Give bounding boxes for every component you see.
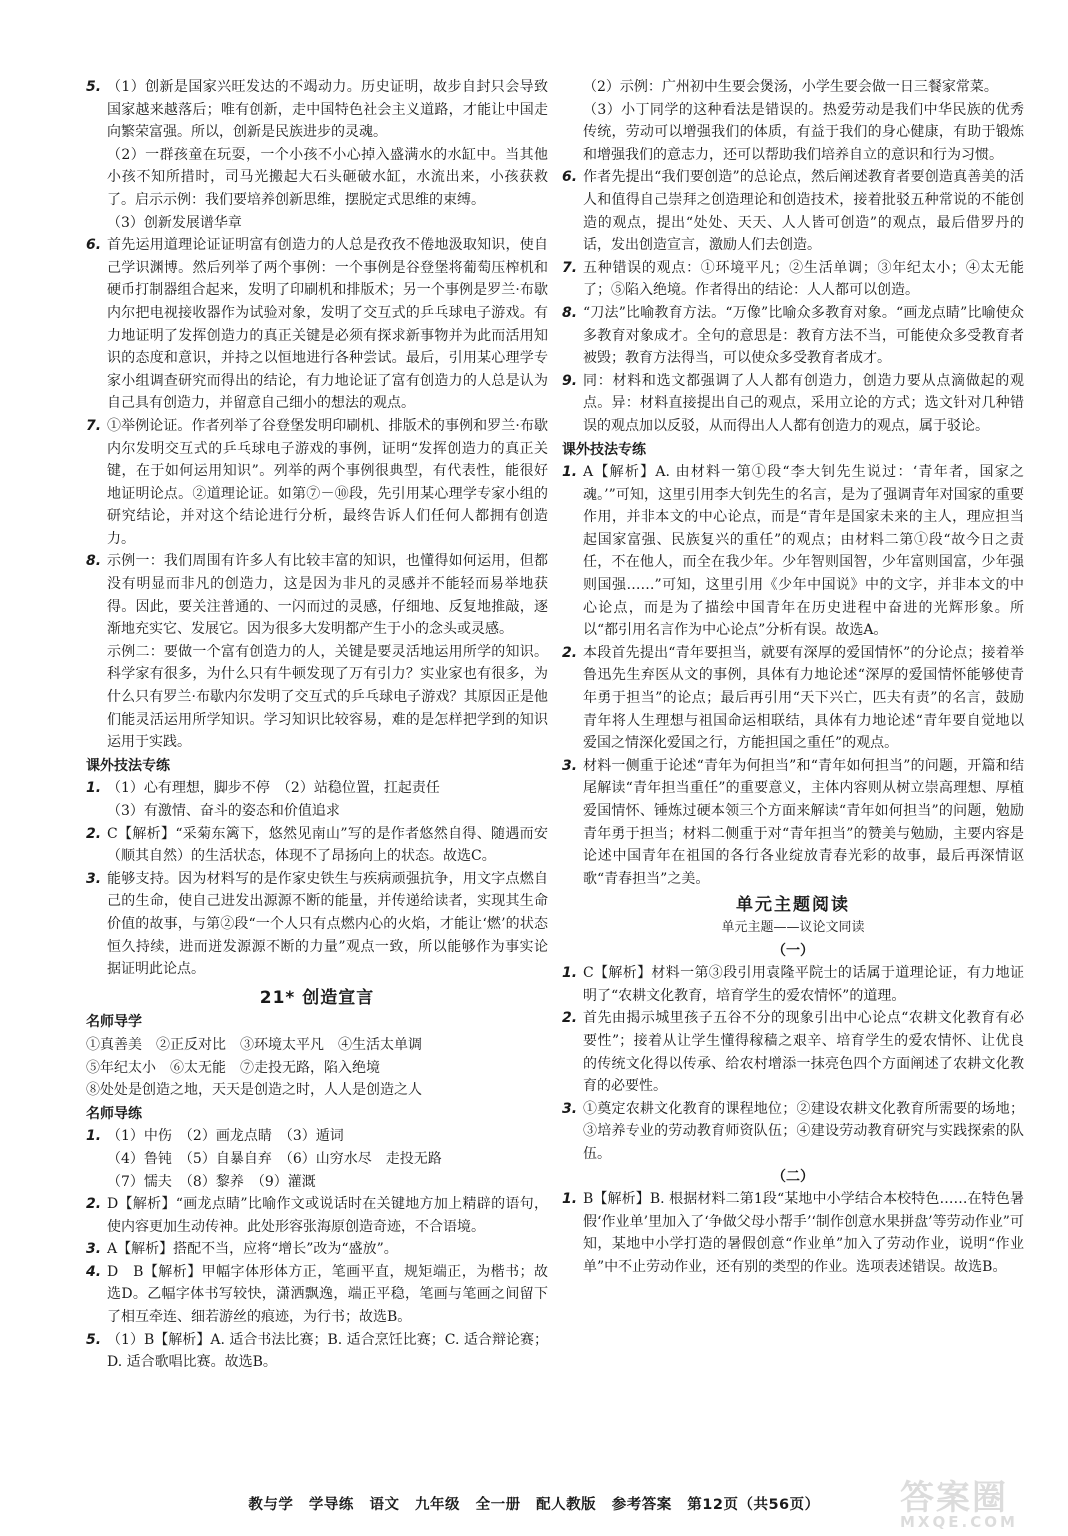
- footer-grade: 九年级: [415, 1497, 461, 1513]
- answer-item: [86, 1125, 548, 1193]
- right-answers-part-4: [562, 1188, 1024, 1278]
- part-two-heading: （二）: [772, 1168, 814, 1185]
- answer-number: 5.: [86, 1331, 102, 1348]
- answer-text: [107, 1193, 548, 1238]
- answer-paragraph: （1）B【解析】A. 适合书法比赛；B. 适合烹饪比赛；C. 适合辩论赛；D. 适合歌唱比赛。故选B。: [107, 1331, 548, 1371]
- right-answers-part-1: [562, 166, 1024, 437]
- answer-text: [107, 76, 548, 234]
- section-heading-extra-practice-right: 课外技法专练: [562, 441, 646, 458]
- answer-item: [562, 755, 1024, 891]
- answer-paragraph: 本段首先提出“青年要担当，就要有深厚的爱国情怀”的分论点；接着举鲁迅先生弃医从文的事例，具体有力地论述“深厚的爱国情怀能够使青年勇于担当”的论点；最后再引用“天下兴亡，匹夫有责”的名言，鼓励青年将人生理想与祖国命运相联结，具体有力地论述“青年要自觉地以爱国之情深化爱国之行，方能担国之重任”的观点。: [583, 644, 1024, 752]
- answer-item: [562, 1007, 1024, 1097]
- answer-item: [86, 777, 548, 822]
- footer-series: 学导练: [308, 1497, 354, 1513]
- answer-paragraph: D B【解析】甲幅字体形体方正，笔画平直，规矩端正，为楷书；故选D。乙幅字体书写较快，潇洒飘逸，端正平稳，笔画与笔画之间留下了相互牵连、细若游丝的痕迹，为行书；故选B。: [107, 1263, 548, 1326]
- lesson-title: 21* 创造宣言: [259, 987, 375, 1008]
- answer-number: 1.: [562, 464, 578, 481]
- answer-item: [562, 166, 1024, 256]
- answer-text: [583, 962, 1024, 1007]
- answer-text: [107, 1238, 548, 1261]
- answer-text: [107, 1329, 548, 1374]
- answer-number: 3.: [86, 870, 102, 887]
- left-column: [86, 76, 548, 1484]
- answer-item: [86, 823, 548, 868]
- answer-paragraph: D【解析】“画龙点睛”比喻作文或说话时在关键地方加上精辟的语句，使内容更加生动传神。此处形容张海原创造奇迹，不合语境。: [107, 1196, 548, 1235]
- answer-text: [583, 257, 1024, 302]
- answer-text: [107, 868, 548, 981]
- answer-paragraph: ①奠定农耕文化教育的课程地位；②建设农耕文化教育所需要的场地；③培养专业的劳动教育师资队伍；④建设劳动教育研究与实践探索的队伍。: [583, 1100, 1024, 1162]
- answer-number: 1.: [562, 965, 578, 982]
- answer-paragraph: 示例一：我们周围有许多人有比较丰富的知识，也懂得如何运用，但都没有明显而非凡的创造力，这是因为非凡的灵感并不能轻而易举地获得。因此，要关注普通的、一闪而过的灵感，仔细地、反复地推敲，逐渐地充实它、发展它。因为很多大发明都产生于小的念头或灵感。: [107, 553, 548, 638]
- answer-paragraph: A【解析】A. 由材料一第①段“李大钊先生说过：‘青年者，国家之魂。’”可知，这里引用李大钊先生的名言，是为了强调青年对国家的重要作用，并非本文的中心论点，而是“青年是国家未来的主人，理应担当起国家富强、民族复兴的重任”的观点；由材料二第①段“故今日之责任，不在他人，而全在我少年。少年智则国智，少年富则国富，少年强则国强……”可知，这里引用《少年中国说》中的文字，并非本文的中心论点，而是为了描绘中国青年在历史进程中奋进的光辉形象。所以“都引用名言作为中心论点”分析有误。故选A。: [583, 464, 1024, 639]
- answer-paragraph: （7）懦夫 （8）黎养 （9）灌溉: [107, 1173, 316, 1190]
- text-line: ⑤年纪太小 ⑥太无能 ⑦走投无路，陷入绝境: [86, 1059, 380, 1076]
- answer-paragraph: C【解析】材料一第③段引用袁隆平院士的话属于道理论证，有力地证明了“农耕文化教育，培育学生的爱农情怀”的道理。: [583, 965, 1024, 1004]
- answer-text: [583, 370, 1024, 438]
- answer-item: [562, 257, 1024, 302]
- answer-item: [562, 1098, 1024, 1166]
- unit-theme-subtitle: 单元主题——议论文同读: [721, 919, 865, 935]
- answer-paragraph: 首先运用道理论证证明富有创造力的人总是孜孜不倦地汲取知识，使自己学识渊博。然后列举了两个事例：一个事例是谷登堡将葡萄压榨机和硬币打制器组合起来，发明了印刷机和排版术；另一个事例是罗兰·布歇内尔把电视接收器作为试验对象，发明了交互式的乒乓球电子游戏。有力地证明了发挥创造力的真正关键是必须有探求新事物并为此而活用知识的态度和意识，并持之以恒地进行各种尝试。最后，引用某心理学专家小组调查研究而得出的结论，有力地论证了富有创造力的人总是认为自己具有创造力，并留意自己细小的想法的观点。: [107, 237, 548, 412]
- answer-paragraph: 五种错误的观点：①环境平凡；②生活单调；③年纪太小；④太无能了；⑤陷入绝境。作者得出的结论：人人都可以创造。: [583, 259, 1024, 299]
- answer-item: [562, 962, 1024, 1007]
- unit-theme-title: 单元主题阅读: [736, 895, 850, 916]
- answer-number: 6.: [86, 237, 102, 254]
- answer-paragraph: “刀法”比喻教育方法。“万像”比喻众多教育对象。“画龙点睛”比喻使众多教育对象成才。全句的意思是：教育方法不当，可能使众多受教育者被毁；教育方法得当，可以使众多受教育者成才。: [583, 304, 1024, 367]
- answer-number: 2.: [86, 1196, 102, 1213]
- answer-paragraph: （4）鲁钝 （5）自暴自弃 （6）山穷水尽 走投无路: [107, 1150, 442, 1167]
- answer-number: 3.: [562, 1100, 578, 1117]
- text-line: ①真善美 ②正反对比 ③环境太平凡 ④生活太单调: [86, 1036, 422, 1053]
- text-line: （3）小丁同学的这种看法是错误的。热爱劳动是我们中华民族的优秀传统，劳动可以增强我们的体质，有益于我们的身心健康，有助于锻炼和增强我们的意志力，还可以帮助我们培养自立的意识和行为习惯。: [583, 101, 1024, 163]
- answer-number: 1.: [86, 780, 102, 797]
- answer-paragraph: （1）心有理想，脚步不停 （2）站稳位置，扛起责任: [107, 780, 440, 797]
- answer-number: 2.: [86, 825, 102, 842]
- answer-item: [86, 1193, 548, 1238]
- answer-paragraph: 首先由揭示城里孩子五谷不分的现象引出中心论点“农耕文化教育有必要性”；接着从让学生懂得稼穑之艰辛、培育学生的爱农情怀、让优良的传统文化得以传承、给农村增添一抹亮色四个方面阐述了农耕文化教育的必要性。: [583, 1010, 1024, 1095]
- right-answers-part-2: [562, 461, 1024, 890]
- part-one-heading: （一）: [772, 942, 814, 959]
- footer-volume: 全一册: [475, 1497, 521, 1513]
- right-column: [562, 76, 1024, 1484]
- watermark-url: MXQE.COM: [900, 1513, 1018, 1531]
- footer-page-number: 第12页（共56页）: [687, 1497, 820, 1513]
- answer-text: [107, 415, 548, 551]
- answer-text: [107, 777, 548, 822]
- answer-text: [107, 234, 548, 415]
- answer-text: [107, 550, 548, 753]
- answer-paragraph: 作者先提出“我们要创造”的总论点，然后阐述教育者要创造真善美的活人和值得自己崇拜之创造理论和创造技术，接着批驳五种常说的不能创造的观点，提出“处处、天天、人人皆可创造”的观点，最后借罗丹的话，发出创造宣言，激励人们去创造。: [583, 169, 1024, 254]
- answer-paragraph: 能够支持。因为材料写的是作家史铁生与疾病顽强抗争，用文字点燃自己的生命，使自己进发出源源不断的能量，并传递给读者，实现其生命价值的故事，与第②段“一个人只有点燃内心的火焰，才能让‘燃’的状态恒久持续，进而迸发源源不断的力量”观点一致，所以能够作为事实论据证明此论点。: [107, 870, 548, 978]
- answer-paragraph: （1）中伤 （2）画龙点睛 （3）遁词: [107, 1128, 344, 1145]
- answer-item: [86, 234, 548, 415]
- answer-item: [86, 1238, 548, 1261]
- guide-key-points: [86, 1034, 548, 1102]
- answer-text: [583, 642, 1024, 755]
- answer-item: [86, 868, 548, 981]
- answer-paragraph: 示例二：要做一个富有创造力的人，关键是要灵活地运用所学的知识。科学家有很多，为什么只有牛顿发现了万有引力？实业家也有很多，为什么只有罗兰·布歇内尔发明了交互式的乒乓球电子游戏？其原因正是他们能灵活运用所学知识。学习知识比较容易，难的是怎样把学到的知识运用于实践。: [107, 643, 548, 751]
- watermark-text: 答案圈: [900, 1478, 1008, 1518]
- footer-book: 教与学: [248, 1497, 294, 1513]
- answer-item: [562, 1188, 1024, 1278]
- answer-number: 3.: [86, 1241, 102, 1258]
- answer-number: 2.: [562, 1010, 578, 1027]
- answer-number: 8.: [562, 304, 578, 321]
- answer-number: 3.: [562, 757, 578, 774]
- footer-edition: 配人教版: [536, 1497, 597, 1513]
- answer-number: 7.: [562, 259, 578, 276]
- answer-item: [86, 1261, 548, 1329]
- answer-item: [562, 642, 1024, 755]
- section-heading-guide: 名师导学: [86, 1014, 142, 1031]
- answer-item: [562, 370, 1024, 438]
- answer-item: [562, 461, 1024, 642]
- text-line: （2）示例：广州初中生要会煲汤，小学生要会做一日三餐家常菜。: [583, 79, 998, 95]
- answer-paragraph: C【解析】“采菊东篱下，悠然见南山”写的是作者悠然自得、随遇而安（顺其自然）的生活状态，体现不了昂扬向上的状态。故选C。: [107, 825, 548, 865]
- answer-text: [583, 1098, 1024, 1166]
- answer-paragraph: （1）创新是国家兴旺发达的不竭动力。历史证明，故步自封只会导致国家越来越落后；唯有创新，走中国特色社会主义道路，才能让中国走向繁荣富强。所以，创新是民族进步的灵魂。: [107, 79, 548, 141]
- answer-number: 2.: [562, 644, 578, 661]
- answer-paragraph: （3）创新发展谱华章: [107, 214, 242, 231]
- footer-section: 参考答案: [611, 1497, 672, 1513]
- answer-text: [583, 1188, 1024, 1278]
- answer-item: [86, 76, 548, 234]
- answer-number: 6.: [562, 169, 578, 186]
- answer-text: [583, 166, 1024, 256]
- left-answers-part-2: [86, 777, 548, 980]
- answer-text: [107, 1125, 548, 1193]
- right-continued-answers: [562, 76, 1024, 166]
- answer-text: [583, 302, 1024, 370]
- answer-text: [107, 823, 548, 868]
- answer-number: 1.: [86, 1128, 102, 1145]
- answer-number: 7.: [86, 417, 102, 434]
- answer-paragraph: ①举例论证。作者列举了谷登堡发明印刷机、排版术的事例和罗兰·布歇内尔发明交互式的乒乓球电子游戏的事例，证明“发挥创造力的真正关键，在于如何运用知识”。列举的两个事例很典型，有代表性，能很好地证明论点。②道理论证。如第⑦－⑩段，先引用某心理学专家小组的研究结论，并对这个结论进行分析，最终告诉人们任何人都拥有创造力。: [107, 417, 548, 547]
- answer-item: [86, 415, 548, 551]
- answer-item: [86, 550, 548, 753]
- section-heading-extra-practice-left: 课外技法专练: [86, 757, 170, 774]
- answer-item: [86, 1329, 548, 1374]
- answer-paragraph: B【解析】B. 根据材料二第1段“某地中小学结合本校特色……在特色暑假‘作业单’里加入了‘争做父母小帮手’‘制作创意水果拼盘’等劳动作业”可知，某地中小学打造的暑假创意“作业单”加入了劳动作业，说明“作业单”中不止劳动作业，还有别的类型的作业。选项表述错误。故选B。: [583, 1191, 1024, 1275]
- answer-number: 9.: [562, 372, 578, 389]
- answer-number: 4.: [86, 1263, 102, 1280]
- answer-text: [107, 1261, 548, 1329]
- section-heading-practice: 名师导练: [86, 1105, 142, 1122]
- answer-text: [583, 755, 1024, 891]
- two-column-body: [86, 76, 1024, 1484]
- answer-number: 8.: [86, 553, 102, 570]
- answer-text: [583, 461, 1024, 642]
- answer-number: 1.: [562, 1191, 578, 1208]
- footer-subject: 语文: [369, 1497, 400, 1513]
- answer-paragraph: 材料一侧重于论述“青年为何担当”和“青年如何担当”的问题，开篇和结尾解读“青年担当重任”的重要意义，主体内容则从树立崇高理想、厚植爱国情怀、锤炼过硬本领三个方面来解读“青年如何担当”的问题，勉励青年勇于担当；材料二侧重于对“青年担当”的赞美与勉励，主要内容是论述中国青年在祖国的各行各业绽放青春光彩的故事，最后再深情讴歌“青春担当”之美。: [583, 757, 1024, 887]
- answer-paragraph: A【解析】搭配不当，应将“增长”改为“盛放”。: [107, 1241, 398, 1258]
- answer-paragraph: （2）一群孩童在玩耍，一个小孩不小心掉入盛满水的水缸中。当其他小孩不知所措时，司马光搬起大石头砸破水缸，水流出来，小孩获救了。启示示例：我们要培养创新思维，摆脱定式思维的束缚。: [107, 146, 548, 208]
- left-answers-part-1: [86, 76, 548, 754]
- answer-paragraph: （3）有激情、奋斗的姿态和价值追求: [107, 803, 340, 819]
- watermark-logo: [900, 1470, 1050, 1530]
- answer-text: [583, 1007, 1024, 1097]
- answer-item: [562, 302, 1024, 370]
- text-line: ⑧处处是创造之地，天天是创造之时，人人是创造之人: [86, 1082, 422, 1099]
- left-answers-part-3: [86, 1125, 548, 1374]
- answer-paragraph: 同：材料和选文都强调了人人都有创造力，创造力要从点滴做起的观点。异：材料直接提出自己的观点，采用立论的方式；选文针对几种错误的观点加以反驳，从而得出人人都有创造力的观点，属于驳论。: [583, 372, 1024, 434]
- answer-number: 5.: [86, 79, 102, 95]
- right-answers-part-3: [562, 962, 1024, 1165]
